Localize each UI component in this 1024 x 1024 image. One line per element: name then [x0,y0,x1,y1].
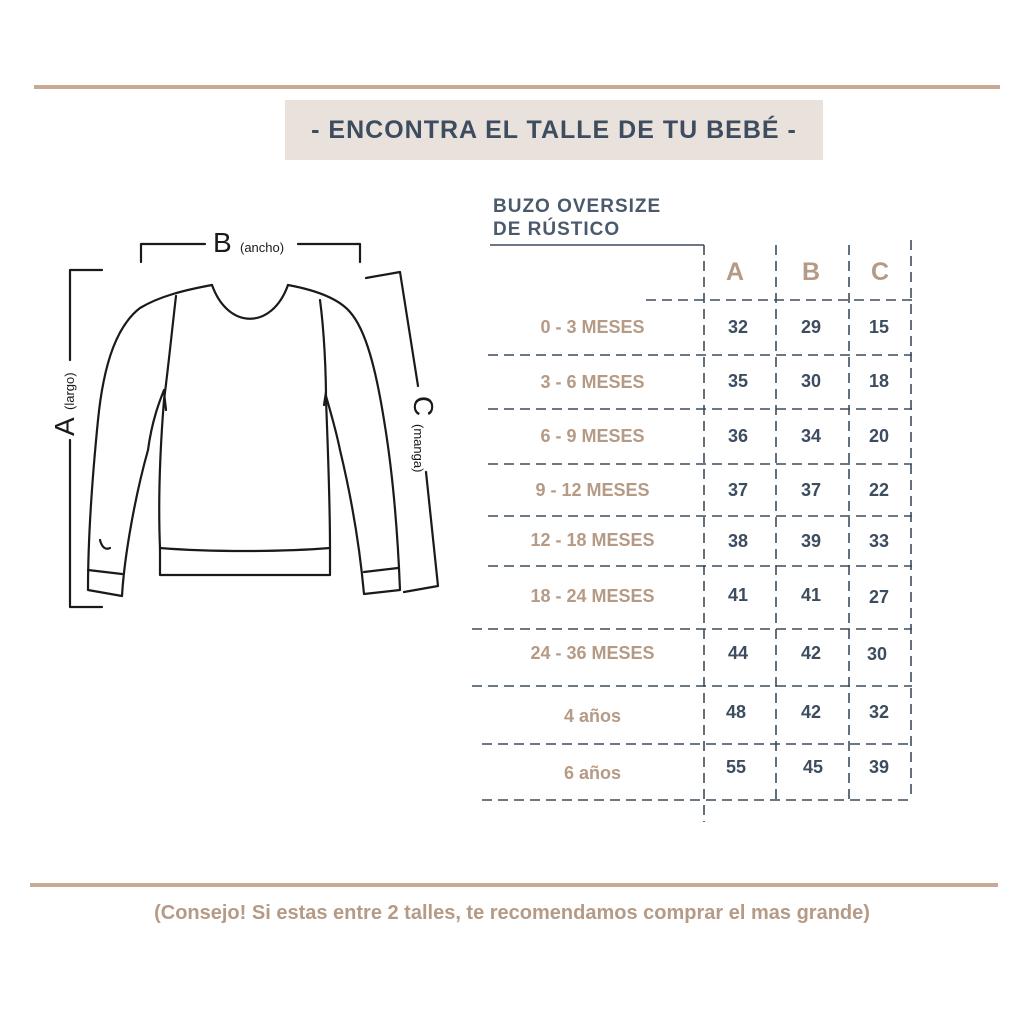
cell-b: 42 [800,702,822,722]
product-name-line-2: DE RÚSTICO [493,219,621,240]
cell-a: 37 [727,480,749,500]
cell-a: 48 [725,702,747,722]
sizing-tip: (Consejo! Si estas entre 2 talles, te recomendamos comprar el mas grande) [154,902,870,924]
cell-b: 34 [800,426,822,446]
label-a-sub: (largo) [62,372,77,410]
top-divider [34,85,1000,89]
cell-b: 41 [800,585,822,605]
row-label: 9 - 12 MESES [535,480,650,500]
row-label: 6 - 9 MESES [540,426,645,446]
label-c: C [408,396,439,417]
cell-c: 18 [868,371,890,391]
cell-c: 22 [868,480,890,500]
cell-c: 30 [866,644,888,664]
row-label: 24 - 36 MESES [530,643,655,663]
row-label: 4 años [563,706,622,726]
cell-a: 36 [727,426,749,446]
column-header-a: A [725,258,745,286]
cell-c: 32 [868,702,890,722]
label-b: B [213,227,232,258]
label-c-sub: (manga) [411,424,426,473]
sweater-diagram [40,220,460,620]
cell-b: 45 [802,757,824,777]
cell-c: 33 [868,531,890,551]
cell-b: 29 [800,317,822,337]
cell-c: 15 [868,317,890,337]
cell-b: 30 [800,371,822,391]
cell-a: 35 [727,371,749,391]
title-banner [285,100,823,160]
cell-a: 44 [727,643,749,663]
cell-c: 39 [868,757,890,777]
label-b-sub: (ancho) [240,240,285,255]
cell-a: 38 [727,531,749,551]
row-label: 0 - 3 MESES [540,317,645,337]
row-label: 6 años [563,763,622,783]
row-label: 12 - 18 MESES [530,530,655,550]
cell-a: 41 [727,585,749,605]
cell-b: 42 [800,643,822,663]
cell-c: 20 [868,426,890,446]
cell-a: 32 [727,317,749,337]
cell-c: 27 [868,587,890,607]
column-header-b: B [801,258,821,286]
row-label: 18 - 24 MESES [530,586,655,606]
product-name [493,195,713,241]
product-name-line-1: BUZO OVERSIZE [493,196,662,217]
bottom-divider [30,883,998,887]
cell-b: 37 [800,480,822,500]
row-label: 3 - 6 MESES [540,372,645,392]
page-title: - ENCONTRA EL TALLE DE TU BEBÉ - [311,115,797,144]
column-header-c: C [870,258,890,286]
cell-a: 55 [725,757,747,777]
label-a: A [49,417,80,436]
cell-b: 39 [800,531,822,551]
